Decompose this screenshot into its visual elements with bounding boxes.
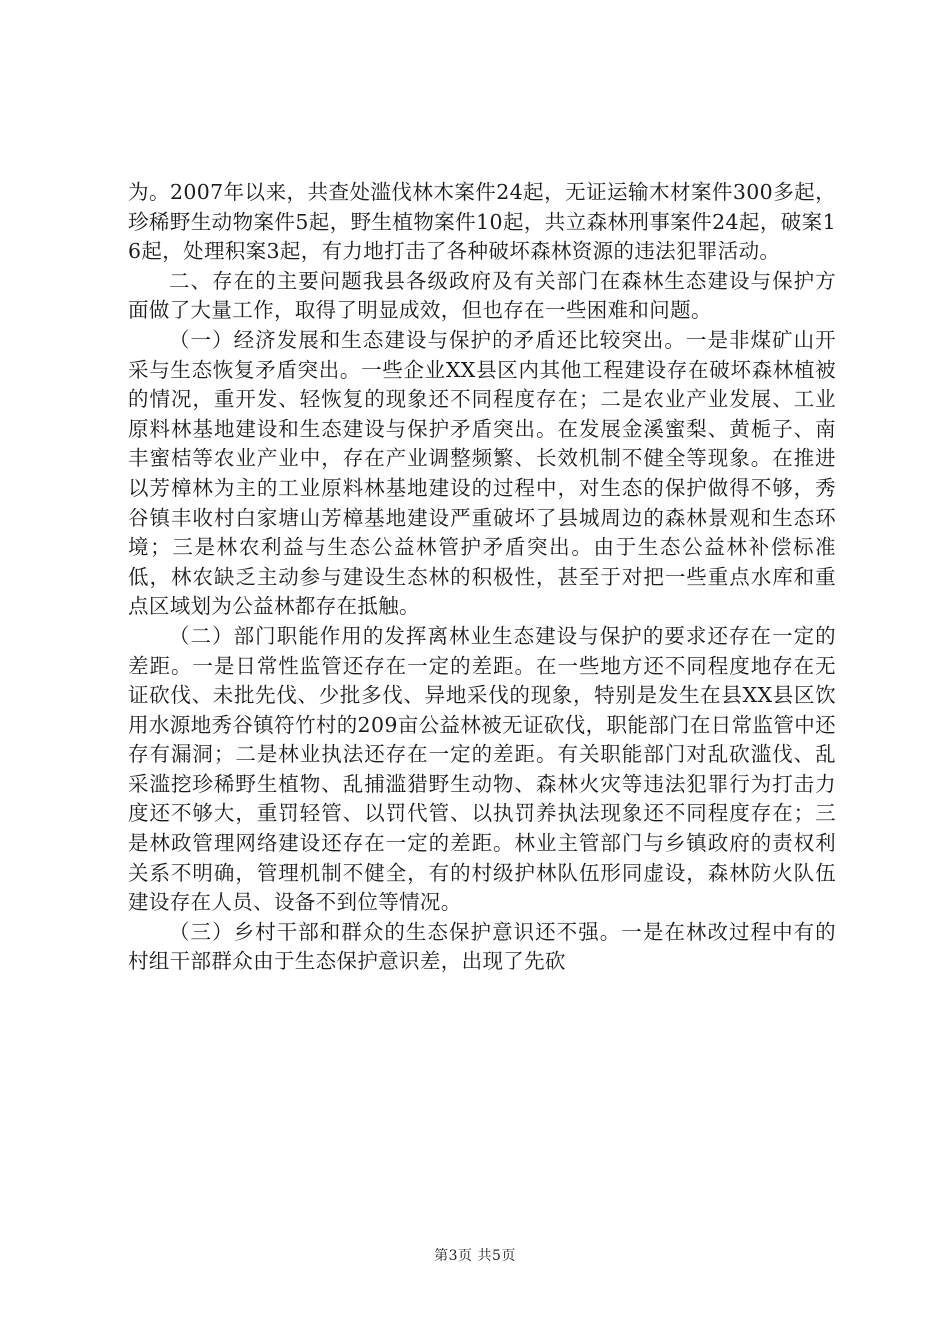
paragraph-problem-one: （一）经济发展和生态建设与保护的矛盾还比较突出。一是非煤矿山开采与生态恢复矛盾突出。一些企业XX县区内其他工程建设存在破坏森林植被的情况，重开发、轻恢复的现象还不同程度存在；二是农业产业发展、工业原料林基地建设和生态建设与保护矛盾突出。在发展金溪蜜梨、黄栀子、南丰蜜桔等农业产业中，存在产业调整频繁、长效机制不健全等现象。在推进以芳樟林为主的工业原料林基地建设的过程中，对生态的保护做得不够，秀谷镇丰收村白家塘山芳樟基地建设严重破坏了县城周边的森林景观和生态环境；三是林农利益与生态公益林管护矛盾突出。由于生态公益林补偿标准低，林农缺乏主动参与建设生态林的积极性，甚至于对把一些重点水库和重点区域划为公益林都存在抵触。 bbox=[128, 327, 836, 619]
document-body bbox=[128, 178, 836, 977]
paragraph-problem-three: （三）乡村干部和群众的生态保护意识还不强。一是在林改过程中有的村组干部群众由于生态保护意识差，出现了先砍 bbox=[128, 919, 836, 974]
paragraph-enforcement-results: 为。2007年以来，共查处滥伐林木案件24起，无证运输木材案件300多起，珍稀野生动物案件5起，野生植物案件10起，共立森林刑事案件24起，破案16起，处理积案3起，有力地打击了各种破坏森林资源的违法犯罪活动。 bbox=[128, 180, 836, 264]
paragraph-problem-two: （二）部门职能作用的发挥离林业生态建设与保护的要求还存在一定的差距。一是日常性监管还存在一定的差距。在一些地方还不同程度地存在无证砍伐、未批先伐、少批多伐、异地采伐的现象，特别是发生在县XX县区饮用水源地秀谷镇符竹村的209亩公益林被无证砍伐，职能部门在日常监管中还存有漏洞；二是林业执法还存在一定的差距。有关职能部门对乱砍滥伐、乱采滥挖珍稀野生植物、乱捕滥猎野生动物、森林火灾等违法犯罪行为打击力度还不够大，重罚轻管、以罚代管、以执罚养执法现象还不同程度存在；三是林政管理网络建设还存在一定的差距。林业主管部门与乡镇政府的责权利关系不明确，管理机制不健全，有的村级护林队伍形同虚设，森林防火队伍建设存在人员、设备不到位等情况。 bbox=[128, 623, 836, 915]
paragraph-main-problems-heading: 二、存在的主要问题我县各级政府及有关部门在森林生态建设与保护方面做了大量工作，取得了明显成效，但也存在一些困难和问题。 bbox=[128, 268, 836, 323]
page-number-footer: 第3页 共5页 bbox=[434, 1248, 516, 1264]
